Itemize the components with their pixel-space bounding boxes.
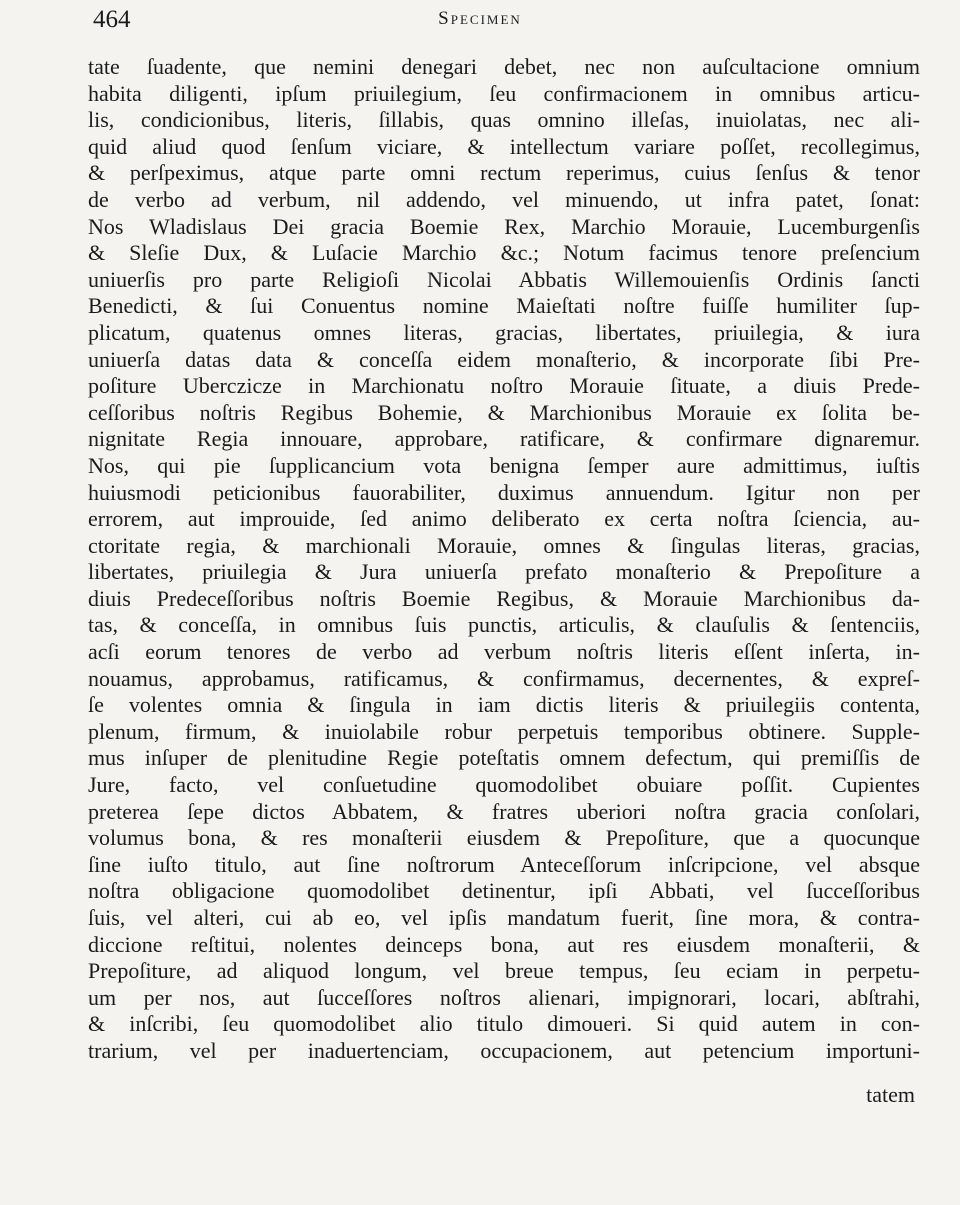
text-line: Benedicti, & ſui Conuentus nomine Maieſtati noſtre fuiſſe humiliter ſup- xyxy=(88,293,920,319)
text-line: ſe volentes omnia & ſingula in iam dictis literis & priuilegiis contenta, xyxy=(88,692,920,718)
text-line: de verbo ad verbum, nil addendo, vel minuendo, ut infra patet, ſonat: xyxy=(88,186,920,212)
text-line: & inſcribi, ſeu quomodolibet alio titulo dimoueri. Si quid autem in con- xyxy=(88,1011,920,1037)
text-line: Nos Wladislaus Dei gracia Boemie Rex, Marchio Morauie, Lucemburgenſis xyxy=(88,213,920,239)
text-line: ceſſoribus noſtris Regibus Bohemie, & Marchionibus Morauie ex ſolita be- xyxy=(88,399,920,425)
page-header xyxy=(0,0,960,50)
text-line: ſine iuſto titulo, aut ſine noſtrorum Anteceſſorum inſcripcione, vel absque xyxy=(88,851,920,877)
text-line: poſiture Uberczicze in Marchionatu noſtro Morauie ſituate, a diuis Prede- xyxy=(88,373,920,399)
text-line: quid aliud quod ſenſum viciare, & intellectum variare poſſet, recollegimus, xyxy=(88,133,920,159)
text-line: & perſpeximus, atque parte omni rectum reperimus, cuius ſenſus & tenor xyxy=(88,160,920,186)
text-line: nouamus, approbamus, ratificamus, & confirmamus, decernentes, & expreſ- xyxy=(88,665,920,691)
text-line: noſtra obligacione quomodolibet detinentur, ipſi Abbati, vel ſucceſſoribus xyxy=(88,878,920,904)
text-line: trarium, vel per inaduertenciam, occupacionem, aut petencium importuni- xyxy=(88,1037,920,1063)
text-line: plenum, firmum, & inuiolabile robur perpetuis temporibus obtinere. Supple- xyxy=(88,718,920,744)
text-line: ctoritate regia, & marchionali Morauie, omnes & ſingulas literas, gracias, xyxy=(88,532,920,558)
text-line: diuis Predeceſſoribus noſtris Boemie Regibus, & Morauie Marchionibus da- xyxy=(88,585,920,611)
text-line: uniuerſis pro parte Religioſi Nicolai Abbatis Willemouienſis Ordinis ſancti xyxy=(88,266,920,292)
text-line: lis, condicionibus, literis, ſillabis, quas omnino illeſas, inuiolatas, nec ali- xyxy=(88,107,920,133)
text-line: habita diligenti, ipſum priuilegium, ſeu confirmacionem in omnibus articu- xyxy=(88,80,920,106)
body-text xyxy=(88,54,920,1065)
text-line: & Sleſie Dux, & Luſacie Marchio &c.; Notum facimus tenore preſencium xyxy=(88,240,920,266)
page-number: 464 xyxy=(93,6,131,33)
text-line: volumus bona, & res monaſterii eiusdem & Prepoſiture, que a quocunque xyxy=(88,825,920,851)
text-line: uniuerſa datas data & conceſſa eidem monaſterio, & incorporate ſibi Pre- xyxy=(88,346,920,372)
text-line: Jure, facto, vel conſuetudine quomodolibet obuiare poſſit. Cupientes xyxy=(88,772,920,798)
text-line: huiusmodi peticionibus fauorabiliter, duximus annuendum. Igitur non per xyxy=(88,479,920,505)
text-line: diccione reſtitui, nolentes deinceps bona, aut res eiusdem monaſterii, & xyxy=(88,931,920,957)
text-line: libertates, priuilegia & Jura uniuerſa prefato monaſterio & Prepoſiture a xyxy=(88,559,920,585)
text-line: errorem, aut improuide, ſed animo deliberato ex certa noſtra ſciencia, au- xyxy=(88,506,920,532)
running-head: Specimen xyxy=(438,8,522,29)
text-line: ſuis, vel alteri, cui ab eo, vel ipſis mandatum fuerit, ſine mora, & contra- xyxy=(88,905,920,930)
catchword: tatem xyxy=(866,1082,915,1107)
text-line: tas, & conceſſa, in omnibus ſuis punctis, articulis, & clauſulis & ſentenciis, xyxy=(88,612,920,638)
text-line: preterea ſepe dictos Abbatem, & fratres uberiori noſtra gracia conſolari, xyxy=(88,798,920,824)
text-line: mus inſuper de plenitudine Regie poteſtatis omnem defectum, qui premiſſis de xyxy=(88,745,920,771)
text-line: plicatum, quatenus omnes literas, gracias, libertates, priuilegia, & iura xyxy=(88,319,920,345)
text-line: Nos, qui pie ſupplicancium vota benigna ſemper aure admittimus, iuſtis xyxy=(88,452,920,478)
text-line: tate ſuadente, que nemini denegari debet, nec non auſcultacione omnium xyxy=(88,54,920,79)
text-line: Prepoſiture, ad aliquod longum, vel breue tempus, ſeu eciam in perpetu- xyxy=(88,958,920,984)
text-line: acſi eorum tenores de verbo ad verbum noſtris literis eſſent inſerta, in- xyxy=(88,639,920,665)
text-line: um per nos, aut ſucceſſores noſtros alienari, impignorari, locari, abſtrahi, xyxy=(88,984,920,1010)
text-line: nignitate Regia innouare, approbare, ratificare, & confirmare dignaremur. xyxy=(88,426,920,452)
